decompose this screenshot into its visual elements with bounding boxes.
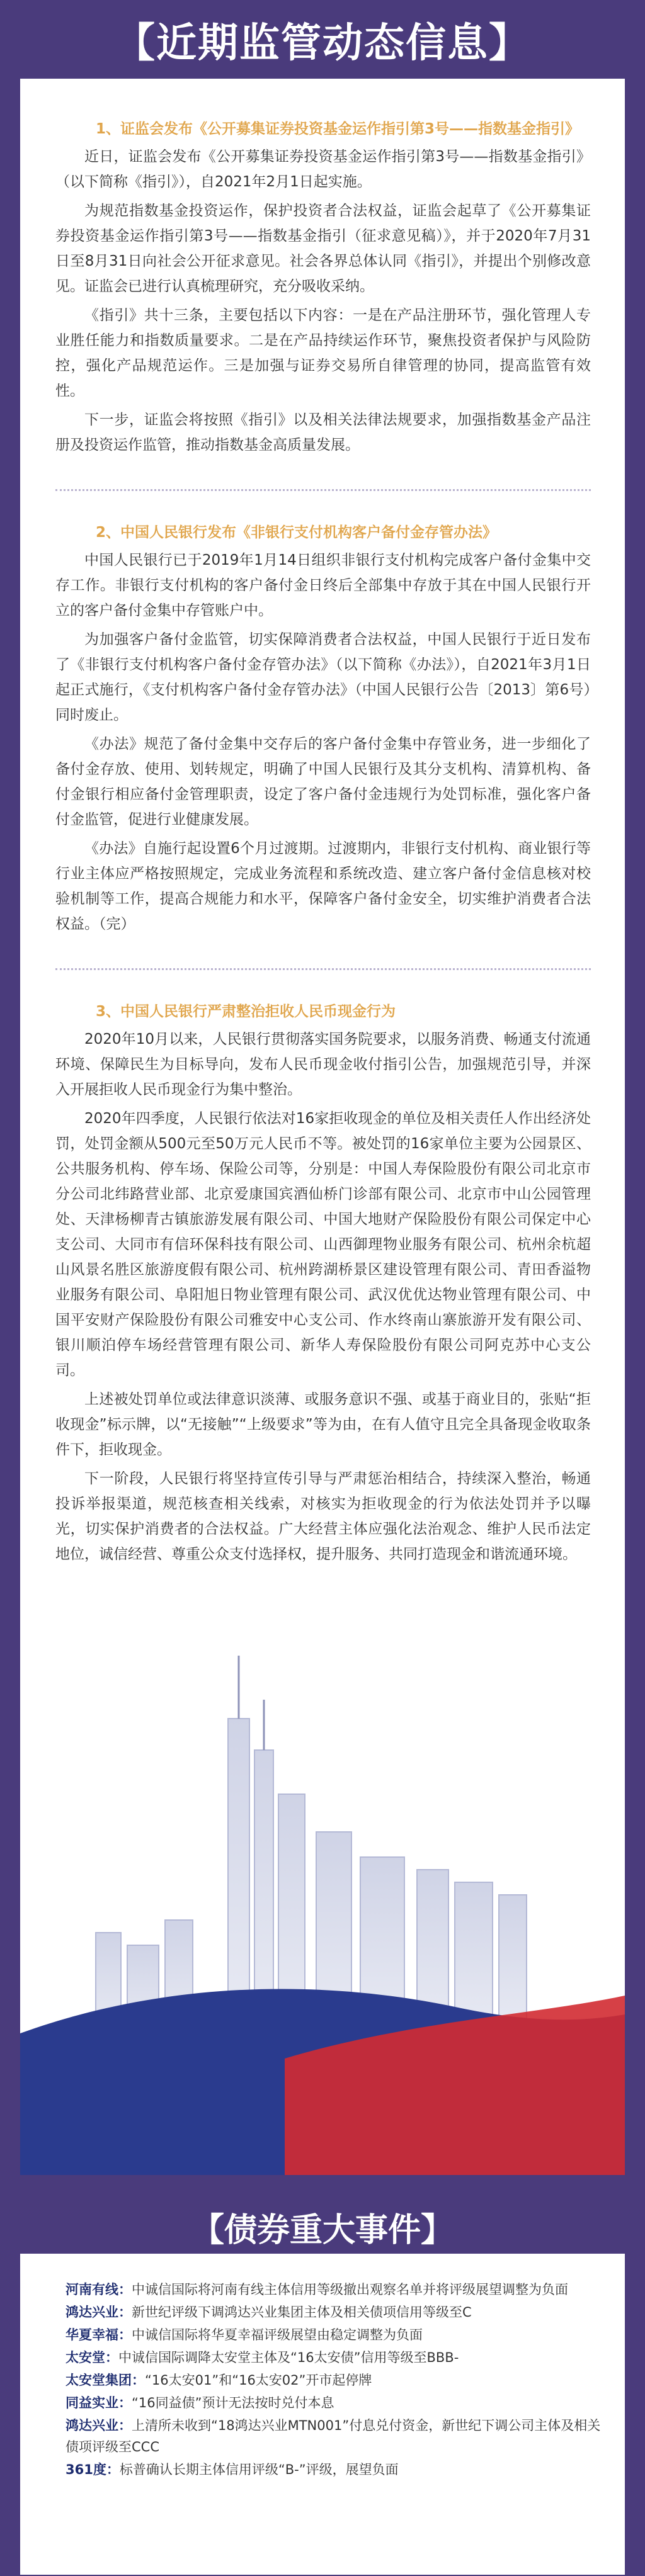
paragraph: 《指引》共十三条，主要包括以下内容：一是在产品注册环节，强化管理人专业胜任能力和指数质量要求。二是在产品持续运作环节，聚焦投资者保护与风险防控，强化产品规范运作。三是加强与证券交易所自律管理的协同，提高监管有效性。 (55, 307, 591, 399)
issuer-name: 鸿达兴业： (66, 2418, 132, 2433)
issuer-name: 太安堂集团： (66, 2373, 145, 2388)
bond-event (66, 2415, 601, 2458)
bond-events-list (66, 2279, 601, 2482)
paragraph: 2020年四季度，人民银行依法对16家拒收现金的单位及相关责任人作出经济处罚，处罚金额从500元至50万元人民币不等。被处罚的16家单位主要为公园景区、公共服务机构、停车场、保险公司等，分别是：中国人寿保险股份有限公司北京市分公司北纬路营业部、北京爱康国宾酒仙桥门诊部有限公司、北京市中山公园管理处、天津杨柳青古镇旅游发展有限公司、中国大地财产保险股份有限公司保定中心支公司、大同市有信环保科技有限公司、山西御理物业服务有限公司、杭州余杭超山风景名胜区旅游度假有限公司、杭州跨湖桥景区建设管理有限公司、青田香溢物业服务有限公司、阜阳旭日物业管理有限公司、武汉优优达物业管理有限公司、中国平安财产保险股份有限公司雅安中心支公司、作水终南山寨旅游开发有限公司、银川顺泊停车场经营管理有限公司、新华人寿保险股份有限公司阿克苏中心支公司。 (55, 1110, 591, 1379)
paragraph: 中国人民银行已于2019年1月14日组织非银行支付机构完成客户备付金集中交存工作。非银行支付机构的客户备付金日终后全部集中存放于其在中国人民银行开立的客户备付金集中存管账户中。 (55, 552, 591, 619)
event-text: “16太安01”和“16太安02”开市起停牌 (145, 2373, 372, 2388)
bond-event (66, 2279, 601, 2300)
paragraph: 下一步，证监会将按照《指引》以及相关法律法规要求，加强指数基金产品注册及投资运作监管，推动指数基金高质量发展。 (55, 412, 591, 453)
event-text: 上清所未收到“18鸿达兴业MTN001”付息兑付资金，新世纪下调公司主体及相关债项评级至CCC (66, 2418, 601, 2455)
event-text: 标普确认长期主体信用评级“B-”评级，展望负面 (119, 2462, 399, 2477)
news-content (55, 116, 591, 1598)
city-skyline-illustration (20, 1580, 625, 2175)
issuer-name: 鸿达兴业： (66, 2305, 132, 2320)
bond-event (66, 2302, 601, 2323)
bond-event (66, 2392, 601, 2414)
bond-events-title: 【债券重大事件】 (191, 2212, 454, 2249)
bond-event (66, 2347, 601, 2368)
event-text: “16同益债”预计无法按时兑付本息 (132, 2395, 334, 2410)
paragraph: 近日，证监会发布《公开募集证券投资基金运作指引第3号——指数基金指引》（以下简称《指引》），自2021年2月1日起实施。 (55, 149, 591, 190)
section-divider (55, 968, 591, 970)
buildings (96, 1719, 527, 2033)
section-title: 2、中国人民银行发布《非银行支付机构客户备付金存管办法》 (96, 524, 498, 541)
bond-event (66, 2324, 601, 2346)
event-text: 中诚信国际将华夏幸福评级展望由稳定调整为负面 (132, 2327, 423, 2342)
paragraph: 为加强客户备付金监管，切实保障消费者合法权益，中国人民银行于近日发布了《非银行支付机构客户备付金存管办法》（以下简称《办法》），自2021年3月1日起正式施行，《支付机构客户备付金存管办法》（中国人民银行公告〔2013〕第6号）同时废止。 (55, 631, 591, 723)
paragraph: 《办法》规范了备付金集中交存后的客户备付金集中存管业务，进一步细化了备付金存放、使用、划转规定，明确了中国人民银行及其分支机构、清算机构、备付金银行相应备付金管理职责，设定了客户备付金违规行为处罚标准，强化客户备付金监管，促进行业健康发展。 (55, 736, 591, 828)
paragraph: 上述被处罚单位或法律意识淡薄、或服务意识不强、或基于商业目的，张贴“拒收现金”标示牌，以“无接触”“上级要求”等为由，在有人值守且完全具备现金收取条件下，拒收现金。 (55, 1391, 591, 1458)
section-title: 1、证监会发布《公开募集证券投资基金运作指引第3号——指数基金指引》 (96, 121, 580, 137)
section-title: 3、中国人民银行严肃整治拒收人民币现金行为 (96, 1003, 396, 1020)
event-text: 中诚信国际将河南有线主体信用等级撤出观察名单并将评级展望调整为负面 (132, 2282, 568, 2297)
paragraph: 下一阶段，人民银行将坚持宣传引导与严肃惩治相结合，持续深入整治，畅通投诉举报渠道，规范核查相关线索，对核实为拒收现金的行为依法处罚并予以曝光，切实保护消费者的合法权益。广大经营主体应强化法治观念、维护人民币法定地位，诚信经营、尊重公众支付选择权，提升服务、共同打造现金和谐流通环境。 (55, 1471, 591, 1562)
issuer-name: 太安堂： (66, 2350, 118, 2365)
bond-event (66, 2370, 601, 2391)
bond-event (66, 2459, 601, 2480)
event-text: 中诚信国际调降太安堂主体及“16太安债”信用等级至BBB- (118, 2350, 459, 2365)
issuer-name: 361度： (66, 2462, 120, 2477)
bond-events-card (20, 2254, 625, 2575)
news-section (55, 520, 591, 937)
news-section (55, 116, 591, 458)
section-divider (55, 489, 591, 491)
news-section (55, 999, 591, 1567)
paragraph: 2020年10月以来，人民银行贯彻落实国务院要求，以服务消费、畅通支付流通环境、保障民生为目标导向，发布人民币现金收付指引公告，加强规范引导，并深入开展拒收人民币现金行为集中整治。 (55, 1031, 591, 1098)
page-title: 【近期监管动态信息】 (115, 20, 530, 67)
issuer-name: 同益实业： (66, 2395, 132, 2410)
issuer-name: 华夏幸福： (66, 2327, 132, 2342)
page-header (0, 0, 645, 79)
event-text: 新世纪评级下调鸿达兴业集团主体及相关债项信用等级至C (132, 2305, 472, 2320)
issuer-name: 河南有线： (66, 2282, 132, 2297)
paragraph: 为规范指数基金投资运作，保护投资者合法权益，证监会起草了《公开募集证券投资基金运作指引第3号——指数基金指引（征求意见稿）》，并于2020年7月31日至8月31日向社会公开征求意见。社会各界总体认同《指引》，并提出个别修改意见。证监会已进行认真梳理研究，充分吸收采纳。 (55, 203, 591, 295)
paragraph: 《办法》自施行起设置6个月过渡期。过渡期内，非银行支付机构、商业银行等行业主体应严格按照规定，完成业务流程和系统改造、建立客户备付金信息核对校验机制等工作，提高合规能力和水平，保障客户备付金安全，切实维护消费者合法权益。（完） (55, 840, 591, 932)
